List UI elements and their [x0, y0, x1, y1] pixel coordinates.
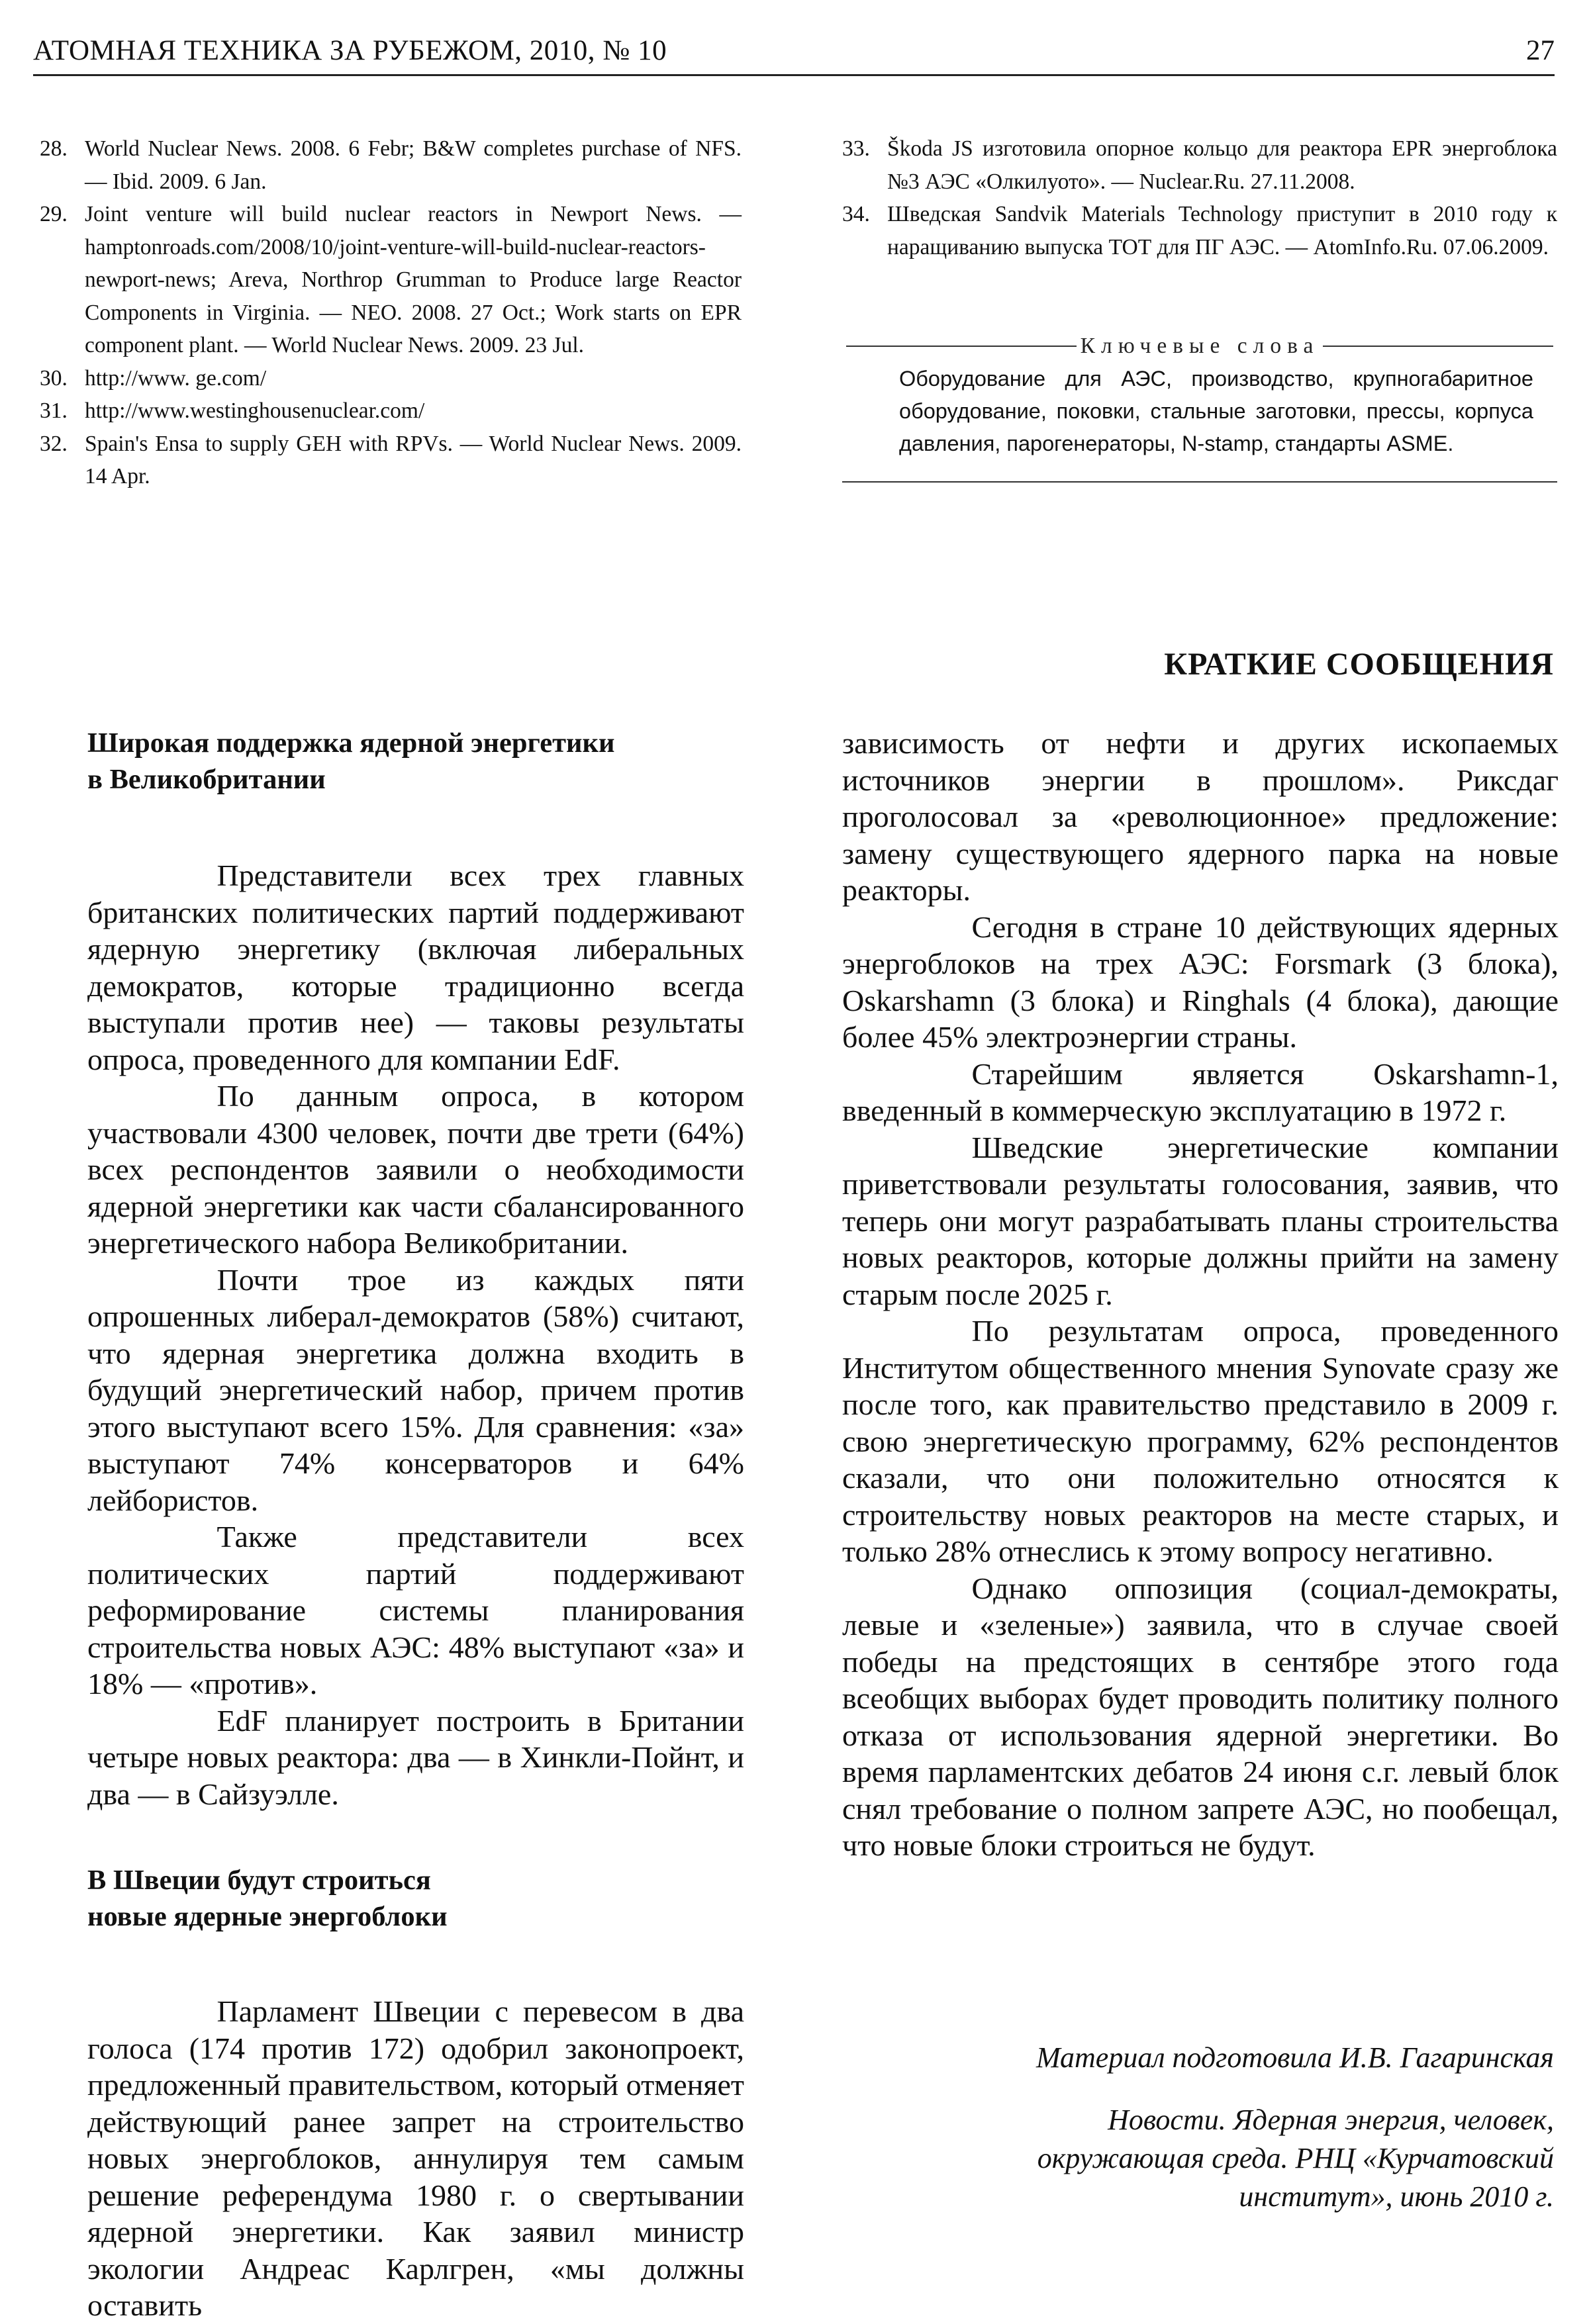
source-credit [839, 2039, 1554, 2216]
reference-text: http://www.westinghousenuclear.com/ [85, 398, 425, 423]
reference-text: http://www. ge.com/ [85, 365, 267, 391]
reference-item [842, 198, 1557, 263]
reference-text: Škoda JS изготовила опорное кольцо для реактора EPR энергоблока №3 АЭС «Олкилуото». — Nuclear.Ru. 27.11.2008. [887, 136, 1557, 194]
reference-item [40, 362, 742, 395]
article2-title [87, 1862, 744, 1935]
credit-source-line: Новости. Ядерная энергия, человек, [1108, 2104, 1554, 2136]
reference-text: World Nuclear News. 2008. 6 Febr; B&W completes purchase of NFS. — Ibid. 2009. 6 Jan. [85, 136, 742, 194]
left-column [87, 725, 744, 2324]
references-left [40, 132, 742, 493]
reference-number: 32. [40, 431, 68, 456]
keywords-text: Оборудование для АЭС, производство, крупногабаритное оборудование, поковки, стальные заготовки, прессы, корпуса давления, парогенераторы, N-stamp, стандарты ASME. [899, 367, 1533, 455]
journal-title: АТОМНАЯ ТЕХНИКА ЗА РУБЕЖОМ, 2010, № 10 [33, 35, 667, 66]
article1-paragraph: Также представители всех политических партий поддерживают реформирование системы планирования строительства новых АЭС: 48% выступают «за» и 18% — «против». [87, 1520, 744, 1700]
reference-text: Spain's Ensa to supply GEH with RPVs. — World Nuclear News. 2009. 14 Apr. [85, 431, 742, 488]
article2-paragraph: По результатам опроса, проведенного Институтом общественного мнения Synovate сразу же после того, как правительство представило в 2009 г. свою энергетическую программу, 62% респондентов сказали, что они положительно относятся к строительству новых реакторов на месте старых, и только 28% отнеслись к этому вопросу негативно. [842, 1314, 1559, 1568]
article2-paragraph: Парламент Швеции с перевесом в два голоса (174 против 172) одобрил законопроект, предложенный правительством, который отменяет действующий ранее запрет на строительство новых энергоблоков, аннулируя тем самым решение референдума 1980 г. о свертывании ядерной энергетики. Как заявил министр экологии Андреас Карлгрен, «мы должны оставить [87, 1994, 744, 2322]
article1-paragraph: EdF планирует построить в Британии четыре новых реактора: два — в Хинкли-Пойнт, и два — в Сайзуэлле. [87, 1703, 744, 1811]
page-number: 27 [1526, 35, 1555, 66]
reference-item [40, 428, 742, 493]
section-title: КРАТКИЕ СООБЩЕНИЯ [1164, 647, 1554, 682]
keywords-block [842, 334, 1557, 483]
reference-number: 33. [842, 136, 870, 161]
right-column [842, 725, 1559, 1864]
reference-number: 28. [40, 136, 68, 161]
article1-title-line1: Широкая поддержка ядерной энергетики [87, 727, 615, 759]
reference-item [842, 132, 1557, 198]
article1-title-line2: в Великобритании [87, 764, 326, 795]
reference-number: 31. [40, 398, 68, 423]
article1-paragraph: Почти трое из каждых пяти опрошенных либерал-демократов (58%) считают, что ядерная энергетика должна входить в будущий энергетический набор, причем против этого выступают всего 15%. Для сравнения: «за» выступают 74% консерваторов и 64% лейбористов. [87, 1262, 744, 1517]
article1-title [87, 725, 744, 798]
reference-number: 30. [40, 365, 68, 391]
article1-paragraph: Представители всех трех главных британских политических партий поддерживают ядерную энергетику (включая либеральных демократов, которые традиционно всегда выступали против нее) — таковы результаты опроса, проведенного для компании EdF. [87, 859, 744, 1076]
credit-source-line: окружающая среда. РНЦ «Курчатовский [1037, 2142, 1554, 2174]
reference-text: Шведская Sandvik Materials Technology приступит в 2010 году к наращиванию выпуска ТОТ для ПГ АЭС. — AtomInfo.Ru. 07.06.2009. [887, 202, 1557, 259]
references-right [842, 132, 1557, 263]
reference-number: 29. [40, 202, 68, 226]
article2-paragraph: Шведские энергетические компании приветствовали результаты голосования, заявив, что теперь они могут разрабатывать планы строительства новых реакторов, которые должны прийти на замену старым после 2025 г. [842, 1130, 1559, 1311]
keywords-title: Ключевые слова [1080, 334, 1320, 358]
reference-item [40, 132, 742, 198]
article2-title-line2: новые ядерные энергоблоки [87, 1901, 448, 1932]
reference-text: Joint venture will build nuclear reactors in Newport News. — hamptonroads.com/2008/10/joint-venture-will-build-nuclear-reactors-newport-news; Areva, Northrop Grumman to Produce large Reactor Components in Virginia. — NEO. 2008. 27 Oct.; Work starts on EPR component plant. — World Nuclear News. 2009. 23 Jul. [85, 202, 742, 357]
keywords-rule-right [1323, 346, 1553, 347]
reference-item [40, 198, 742, 362]
article1-paragraph: По данным опроса, в котором участвовали 4300 человек, почти две трети (64%) всех респондентов заявили о необходимости ядерной энергетики как части сбалансированного энергетического набора Великобритании. [87, 1079, 744, 1260]
keywords-heading [842, 334, 1557, 359]
keywords-rule-left [846, 346, 1077, 347]
article2-paragraph: Сегодня в стране 10 действующих ядерных энергоблоков на трех АЭС: Forsmark (3 блока), Oskarshamn (3 блока) и Ringhals (4 блока), дающие более 45% электроэнергии страны. [842, 909, 1559, 1054]
article2-paragraph: Старейшим является Oskarshamn-1, введенный в коммерческую эксплуатацию в 1972 г. [842, 1056, 1559, 1127]
credit-author: Материал подготовила И.В. Гагаринская [1035, 2041, 1554, 2074]
reference-number: 34. [842, 202, 870, 226]
keywords-bottom-rule [842, 481, 1557, 483]
article2-paragraph-continued: зависимость от нефти и других ископаемых источников энергии в прошлом». Риксдаг проголосовал за «революционное» предложение: замену существующего ядерного парка на новые реакторы. [842, 726, 1559, 907]
reference-item [40, 395, 742, 428]
article2-paragraph: Однако оппозиция (социал-демократы, левые и «зеленые») заявила, что в случае своей победы на предстоящих в сентябре этого года всеобщих выборах будет проводить политику полного отказа от использования ядерной энергетики. Во время парламентских дебатов 24 июня с.г. левый блок снял требование о полном запрете АЭС, но пообещал, что новые блоки строиться не будут. [842, 1571, 1559, 1862]
page-header [33, 29, 1555, 76]
credit-source-line: институт», июнь 2010 г. [1239, 2180, 1554, 2213]
article2-title-line1: В Швеции будут строиться [87, 1865, 431, 1896]
